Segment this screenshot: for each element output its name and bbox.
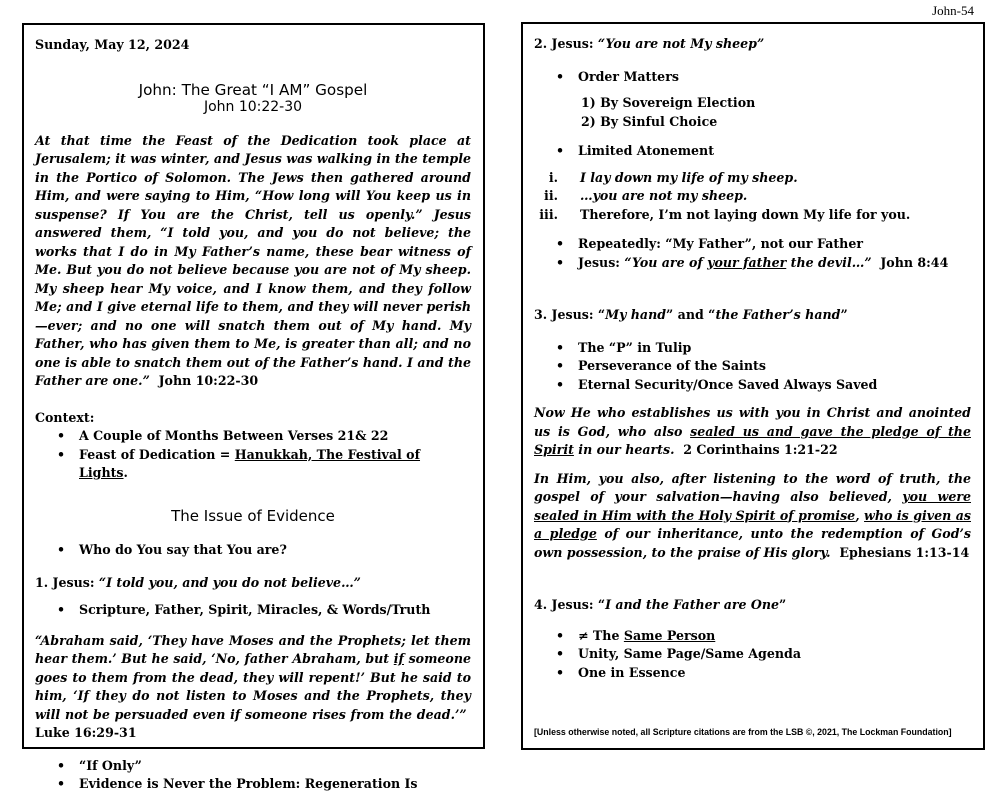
list-item: • Repeatedly: “My Father”, not our Father <box>534 235 971 254</box>
point-4-heading <box>534 596 971 615</box>
luke-quote <box>35 632 471 743</box>
point-quote: “I told you, and you do not believe…” <box>98 574 361 590</box>
tulip-list <box>534 339 971 395</box>
list-item <box>35 446 471 483</box>
page-number: John-54 <box>932 3 974 18</box>
page-subtitle: John 10:22-30 <box>203 98 303 115</box>
roman-text: I lay down my life of my sheep. <box>580 169 798 185</box>
right-panel <box>521 22 985 750</box>
point-prefix: 1. Jesus: <box>35 574 99 590</box>
point-connector: ” and “ <box>666 307 716 322</box>
context-list <box>35 427 471 483</box>
section-heading: The Issue of Evidence <box>171 506 335 525</box>
quote-text: “Abraham said, ‘They have Moses and the Prophets; let them hear them.’ But he said, ‘No, father Abraham, but <box>35 632 471 666</box>
list-item: • Unity, Same Page/Same Agenda <box>534 645 971 664</box>
list-item <box>534 254 971 273</box>
point-close: ” <box>840 307 848 322</box>
quote-emphasis: you were sealed in Him with the Holy Spirit of promise <box>534 489 971 523</box>
copyright-footnote: [Unless otherwise noted, all Scripture citations are from the LSB ©, 2021, The Lockman Foundation] <box>534 727 952 737</box>
quote-emphasis: if <box>393 651 404 666</box>
list-item: • “If Only” <box>35 757 471 776</box>
quote-text: in our hearts. <box>573 442 675 457</box>
roman-numeral: i. <box>548 169 558 185</box>
roman-list <box>534 169 971 225</box>
quote-text: , <box>855 507 865 523</box>
oneness-prefix: ≠ The <box>578 627 624 643</box>
scripture-passage <box>35 132 471 391</box>
quote-reference: Ephesians 1:13-14 <box>839 544 970 560</box>
quote-emphasis: sealed us and gave the pledge of the Spirit <box>534 423 971 457</box>
list-item: • Who do You say that You are? <box>35 541 471 560</box>
point-quote: I and the Father are One <box>605 597 780 612</box>
roman-numeral: ii. <box>544 188 558 203</box>
point-close: ” <box>779 597 787 612</box>
devil-reference: John 8:44 <box>880 254 949 270</box>
oneness-list <box>534 627 971 683</box>
passage-text: At that time the Feast of the Dedication took place at Jerusalem; it was winter, and Jesus was walking in the temple in the Portico of Solomon. The Jews then gathered around Him, and were saying to Him, “How long will You keep us in suspense? If You are the Christ, tell us openly.” Jesus answered them, “I told you, and you do not believe; the works that I do in My Father’s name, these bear witness of Me. But you do not believe because you are not of My sheep. My sheep hear My voice, and I know them, and they follow Me; and I give eternal life to them, and they will never perish—ever; and no one will snatch them out of My hand. My Father, who has given them to Me, is greater than all; and no one is able to snatch them out of the Father’s hand. I and the Father are one.” <box>35 132 471 388</box>
point-quote: “You are not My sheep” <box>597 36 765 51</box>
context-prefix: Feast of Dedication = <box>79 446 235 462</box>
list-item <box>534 187 971 206</box>
list-item: 2) By Sinful Choice <box>581 113 718 129</box>
list-item <box>534 627 971 646</box>
list-item: • The “P” in Tulip <box>534 339 971 358</box>
list-item: • Limited Atonement <box>534 142 971 161</box>
point-3-heading <box>534 306 971 325</box>
quote-emphasis: who is given as a pledge <box>534 507 971 541</box>
sermon-date: Sunday, May 12, 2024 <box>35 37 190 52</box>
corinthians-quote <box>534 404 971 460</box>
list-item <box>534 206 971 225</box>
context-suffix: . <box>123 465 128 480</box>
list-item <box>534 169 971 188</box>
order-list <box>534 68 971 87</box>
quote-reference: 2 Corinthains 1:21-22 <box>683 442 838 457</box>
passage-reference: John 10:22-30 <box>158 373 259 388</box>
atonement-list <box>534 142 971 161</box>
tail-list <box>35 757 471 794</box>
order-numbered-list <box>534 94 971 131</box>
hanukkah-link: Hanukkah, The Festival of Lights <box>79 446 421 480</box>
point-prefix: 2. Jesus: <box>534 36 598 51</box>
quote-text: someone goes to them from the dead, they will repent!’ But he said to him, ‘If they do not listen to Moses and the Prophets, they will not be persuaded even if someone rises from the dead.’” <box>35 651 471 722</box>
list-item: • Scripture, Father, Spirit, Miracles, & Words/Truth <box>35 601 471 620</box>
point-2-heading <box>534 35 971 54</box>
quote-text: In Him, you also, after listening to the word of truth, the gospel of your salvation—having also believed, <box>534 470 971 504</box>
quote-reference: Luke 16:29-31 <box>35 725 137 740</box>
devil-quote: the devil…” <box>786 254 872 270</box>
devil-emphasis: your father <box>707 254 787 270</box>
question-list <box>35 541 471 560</box>
roman-numeral: iii. <box>539 206 558 222</box>
devil-quote: “You are of <box>624 254 708 270</box>
point-1-heading <box>35 574 471 593</box>
point-quote: My hand <box>605 307 667 322</box>
point-quote: the Father’s hand <box>715 307 841 322</box>
quote-text: Now He who establishes us with you in Christ and anointed us is God, who also <box>534 405 971 439</box>
ephesians-quote <box>534 470 971 563</box>
context-label: Context: <box>35 409 95 425</box>
roman-text: Therefore, I’m not laying down My life for you. <box>580 206 911 222</box>
list-item: • A Couple of Months Between Verses 21& 22 <box>35 427 471 446</box>
quote-text: of our inheritance, unto the redemption of God’s own possession, to the praise of His glory. <box>534 526 971 560</box>
point-prefix: 3. Jesus: “ <box>534 307 606 322</box>
page-title: John: The Great “I AM” Gospel <box>138 80 368 99</box>
list-item: • One in Essence <box>534 664 971 683</box>
left-panel <box>22 23 485 791</box>
father-list <box>534 235 971 272</box>
list-item: 1) By Sovereign Election <box>581 95 756 110</box>
point-prefix: 4. Jesus: “ <box>534 597 606 612</box>
devil-prefix: Jesus: <box>578 254 625 270</box>
roman-text: …you are not my sheep. <box>580 188 748 203</box>
list-item: • Evidence is Never the Problem: Regeneration Is <box>35 775 471 794</box>
point-1-list <box>35 601 471 620</box>
list-item: • Order Matters <box>534 68 971 87</box>
title-block <box>35 81 471 116</box>
list-item: • Perseverance of the Saints <box>534 357 971 376</box>
list-item: • Eternal Security/Once Saved Always Saved <box>534 376 971 395</box>
oneness-emphasis: Same Person <box>623 627 716 643</box>
